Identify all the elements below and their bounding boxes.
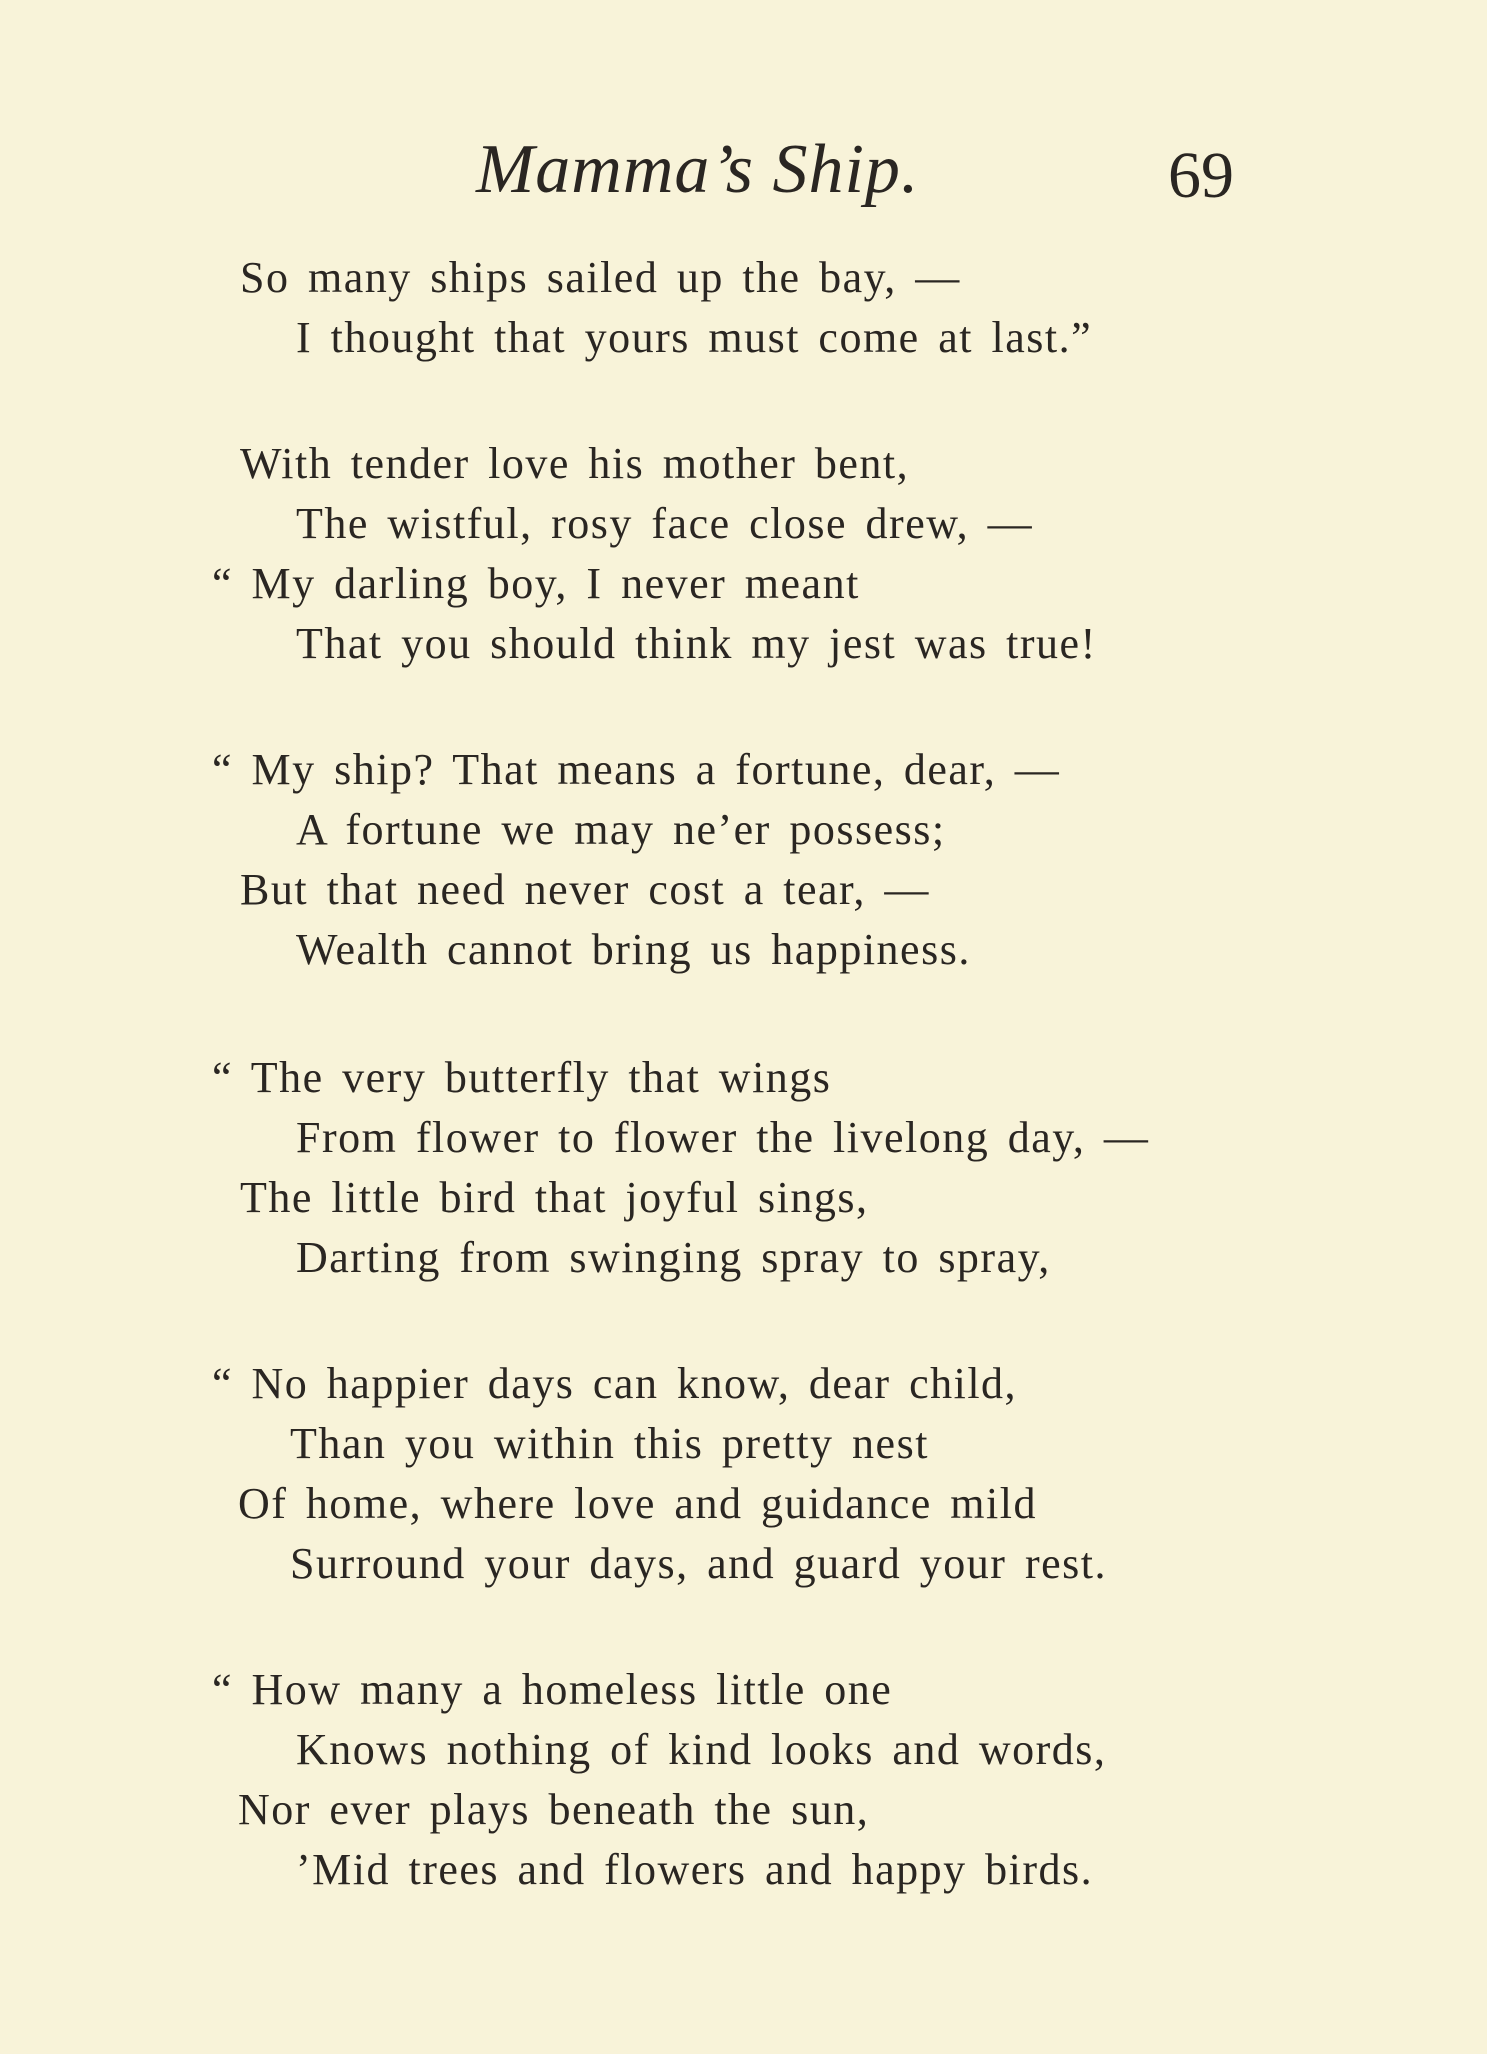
poem-line: “ How many a homeless little one [212, 1665, 893, 1714]
poem-line: Nor ever plays beneath the sun, [238, 1785, 870, 1834]
poem-line: Knows nothing of kind looks and words, [296, 1725, 1107, 1774]
poem-line: With tender love his mother bent, [240, 439, 910, 488]
poem-line: “ The very butterfly that wings [212, 1053, 832, 1102]
poem-line: From flower to flower the livelong day, — [296, 1113, 1150, 1162]
poem-line: But that need never cost a tear, — [240, 865, 930, 914]
poem-line: Darting from swinging spray to spray, [296, 1233, 1051, 1282]
page-header [0, 120, 1487, 220]
poem-line: Wealth cannot bring us happiness. [296, 925, 971, 974]
poem-line: I thought that yours must come at last.” [296, 313, 1093, 362]
poem-line: Surround your days, and guard your rest. [290, 1539, 1107, 1588]
poem-line: The little bird that joyful sings, [240, 1173, 869, 1222]
poem-line: Of home, where love and guidance mild [238, 1479, 1037, 1528]
running-title: Mamma’s Ship. [476, 131, 920, 208]
poem-line: “ My ship? That means a fortune, dear, — [212, 745, 1061, 794]
poem-line: Than you within this pretty nest [290, 1419, 929, 1468]
page-number: 69 [1168, 139, 1234, 212]
poem-line: “ No happier days can know, dear child, [212, 1359, 1018, 1408]
poem-line: The wistful, rosy face close drew, — [296, 499, 1034, 548]
poem-line: A fortune we may ne’er possess; [296, 805, 946, 854]
poem-line: So many ships sailed up the bay, — [240, 253, 961, 302]
poem-line: ’Mid trees and flowers and happy birds. [296, 1845, 1094, 1894]
poem-line: That you should think my jest was true! [296, 619, 1097, 668]
poem-line: “ My darling boy, I never meant [212, 559, 860, 608]
